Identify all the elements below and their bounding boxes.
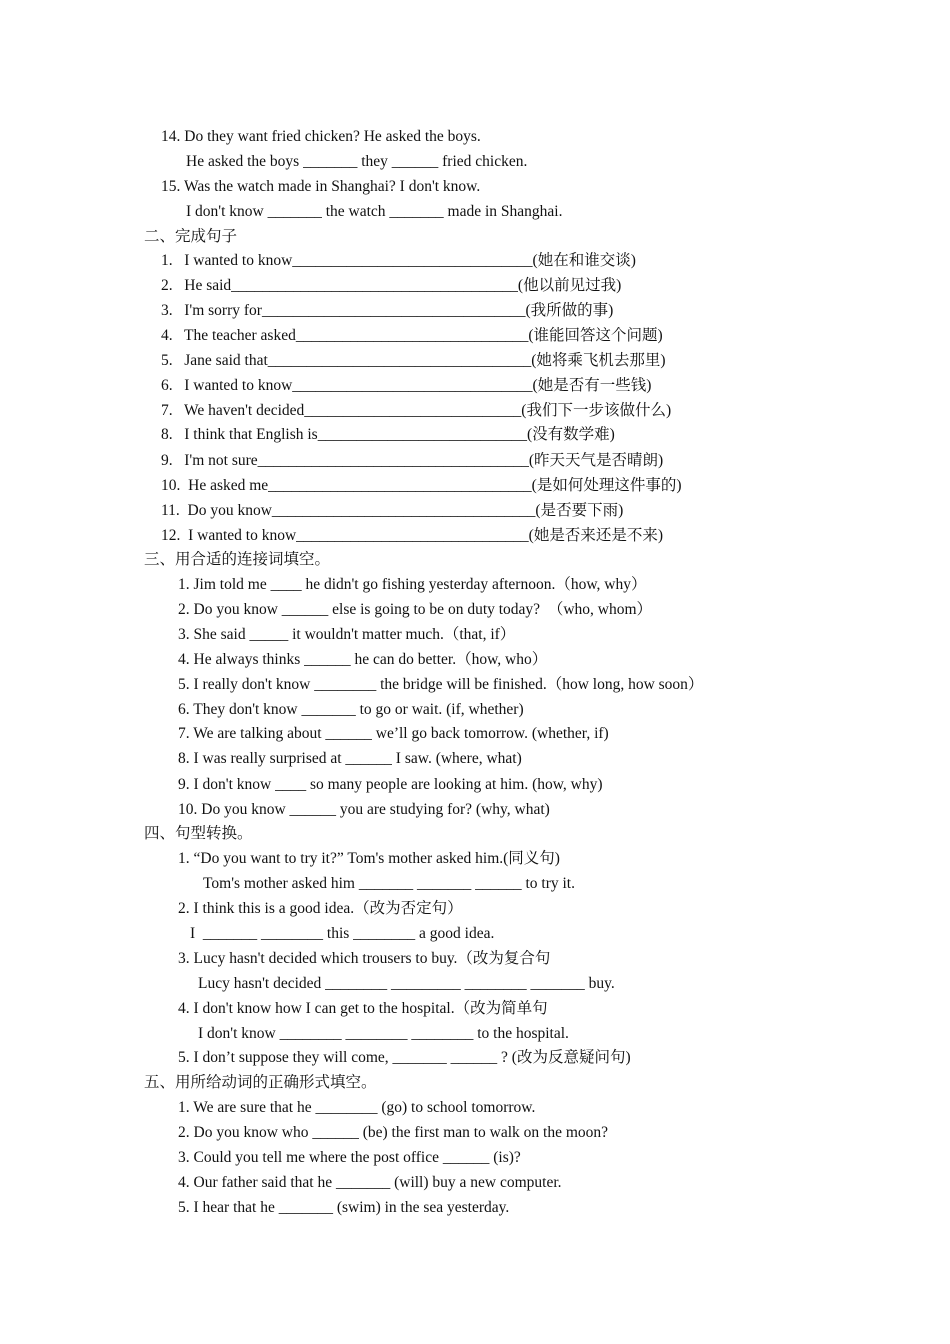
section-heading: 四、句型转换。 — [144, 825, 253, 842]
exercise-line: I don't know ________ ________ ________ to the hospital. — [198, 1025, 569, 1042]
exercise-line: 4. The teacher asked______________________________(谁能回答这个问题) — [161, 327, 663, 344]
exercise-line: 10. Do you know ______ you are studying for? (why, what) — [178, 801, 550, 818]
exercise-line: 12. I wanted to know______________________________(她是否来还是不来) — [161, 527, 663, 544]
exercise-line: 5. I really don't know ________ the bridge will be finished.（how long, how soon） — [178, 676, 704, 693]
exercise-line: 2. He said_____________________________________(他以前见过我) — [161, 277, 622, 294]
exercise-line: I don't know _______ the watch _______ made in Shanghai. — [186, 203, 563, 220]
exercise-line: 10. He asked me__________________________________(是如何处理这件事的) — [161, 477, 682, 494]
exercise-line: 4. I don't know how I can get to the hospital.（改为简单句 — [178, 1000, 548, 1017]
exercise-line: 4. He always thinks ______ he can do better.（how, who） — [178, 651, 548, 668]
section-heading: 五、用所给动词的正确形式填空。 — [144, 1074, 377, 1091]
exercise-line: 4. Our father said that he _______ (will) buy a new computer. — [178, 1174, 562, 1191]
exercise-line: 5. Jane said that__________________________________(她将乘飞机去那里) — [161, 352, 666, 369]
exercise-line: 3. Lucy hasn't decided which trousers to buy.（改为复合句 — [178, 950, 551, 967]
exercise-line: 1. We are sure that he ________ (go) to school tomorrow. — [178, 1099, 536, 1116]
exercise-line: 3. Could you tell me where the post office ______ (is)? — [178, 1149, 521, 1166]
exercise-line: 6. They don't know _______ to go or wait. (if, whether) — [178, 701, 524, 718]
exercise-line: 11. Do you know__________________________________(是否要下雨) — [161, 502, 624, 519]
exercise-line: 6. I wanted to know_______________________________(她是否有一些钱) — [161, 377, 652, 394]
exercise-line: 1. “Do you want to try it?” Tom's mother asked him.(同义句) — [178, 850, 560, 867]
exercise-line: 2. Do you know ______ else is going to be on duty today? （who, whom） — [178, 601, 653, 618]
exercise-line: 3. She said _____ it wouldn't matter much.（that, if） — [178, 626, 516, 643]
exercise-line: 9. I don't know ____ so many people are looking at him. (how, why) — [178, 776, 603, 793]
exercise-line: Lucy hasn't decided ________ _________ ________ _______ buy. — [198, 975, 615, 992]
section-heading: 三、用合适的连接词填空。 — [144, 551, 331, 568]
exercise-line: He asked the boys _______ they ______ fried chicken. — [186, 153, 528, 170]
exercise-line: 14. Do they want fried chicken? He asked the boys. — [161, 128, 481, 145]
exercise-line: 1. Jim told me ____ he didn't go fishing yesterday afternoon.（how, why） — [178, 576, 647, 593]
exercise-line: 5. I don’t suppose they will come, _______ ______ ? (改为反意疑问句) — [178, 1049, 631, 1066]
exercise-line: 2. Do you know who ______ (be) the first man to walk on the moon? — [178, 1124, 609, 1141]
exercise-line: 3. I'm sorry for__________________________________(我所做的事) — [161, 302, 614, 319]
exercise-line: 15. Was the watch made in Shanghai? I don't know. — [161, 178, 481, 195]
section-heading: 二、完成句子 — [144, 228, 238, 245]
exercise-line: 8. I think that English is___________________________(没有数学难) — [161, 426, 615, 443]
exercise-line: 5. I hear that he _______ (swim) in the sea yesterday. — [178, 1199, 510, 1216]
exercise-line: 8. I was really surprised at ______ I saw. (where, what) — [178, 750, 522, 767]
exercise-line: 9. I'm not sure___________________________________(昨天天气是否晴朗) — [161, 452, 664, 469]
exercise-line: 1. I wanted to know_______________________________(她在和谁交谈) — [161, 252, 636, 269]
exercise-line: 7. We haven't decided____________________________(我们下一步该做什么) — [161, 402, 672, 419]
exercise-line: 7. We are talking about ______ we’ll go back tomorrow. (whether, if) — [178, 725, 609, 742]
exercise-line: Tom's mother asked him _______ _______ ______ to try it. — [203, 875, 575, 892]
exercise-line: I _______ ________ this ________ a good idea. — [190, 925, 495, 942]
exercise-line: 2. I think this is a good idea.（改为否定句） — [178, 900, 463, 917]
